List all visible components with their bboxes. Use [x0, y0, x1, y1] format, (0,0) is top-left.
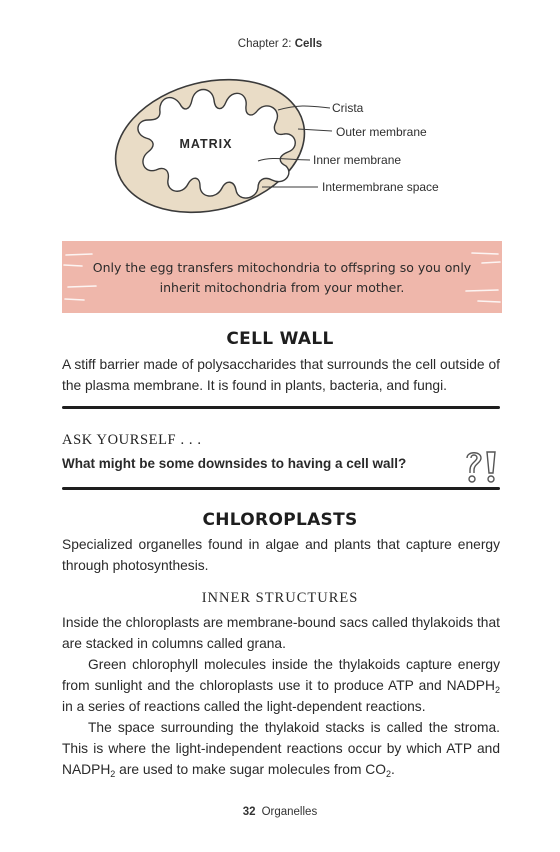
cell-wall-body: A stiff barrier made of polysaccharides that surrounds the cell outside of the plasma membrane. It is found in plants, bacteria, and fungi. — [62, 357, 500, 393]
callout-line-2: inherit mitochondria from your mother. — [159, 280, 405, 295]
p3-subscript-2: 2 — [386, 769, 392, 779]
paragraph-stroma — [62, 717, 500, 780]
crista-label: Crista — [332, 101, 364, 115]
top-rule — [62, 406, 500, 409]
cell-wall-heading: CELL WALL — [226, 329, 334, 349]
chloroplasts-heading: CHLOROPLASTS — [202, 510, 358, 530]
inner-structures-text — [62, 612, 500, 780]
intermembrane-space-label: Intermembrane space — [322, 180, 439, 194]
bottom-rule — [62, 487, 500, 490]
p3-text-b: are used to make sugar molecules from CO — [115, 762, 386, 777]
p2-subscript: 2 — [494, 685, 500, 695]
ask-yourself-question: What might be some downsides to having a cell wall? — [62, 456, 407, 471]
inner-structures-heading: INNER STRUCTURES — [201, 590, 359, 606]
mitochondrion-diagram — [0, 0, 560, 230]
ask-yourself-heading: ASK YOURSELF . . . — [62, 432, 202, 448]
p2-text-b: in a series of reactions called the light-dependent reactions. — [62, 699, 426, 714]
matrix-label: MATRIX — [179, 137, 233, 151]
inner-membrane-label: Inner membrane — [313, 153, 402, 167]
callout-text — [82, 258, 482, 298]
question-exclamation-icon — [462, 448, 502, 486]
outer-membrane-label: Outer membrane — [336, 125, 427, 139]
footer-section: Organelles — [261, 806, 318, 818]
chloroplasts-body: Specialized organelles found in algae and plants that capture energy through photosynthesis. — [62, 537, 500, 573]
p3-subscript-1: 2 — [110, 769, 116, 779]
callout-line-1: Only the egg transfers mitochondria to offspring so you only — [92, 260, 472, 275]
page-number: 32 — [242, 806, 256, 818]
paragraph-chlorophyll — [62, 654, 500, 717]
p3-text-a: The space surrounding the thylakoid stacks is called the stroma. This is where the light-independent reactions occur by which ATP and NADPH — [62, 720, 500, 777]
chapter-label: Chapter 2: — [237, 38, 292, 50]
chapter-title: Cells — [294, 38, 323, 50]
p2-text-a: Green chlorophyll molecules inside the thylakoids capture energy from sunlight and the chloroplasts use it to produce ATP and NADPH — [62, 657, 500, 693]
p3-text-c: . — [391, 762, 395, 777]
paragraph-thylakoids: Inside the chloroplasts are membrane-bound sacs called thylakoids that are stacked in columns called grana. — [62, 615, 500, 651]
page-footer — [0, 806, 560, 818]
